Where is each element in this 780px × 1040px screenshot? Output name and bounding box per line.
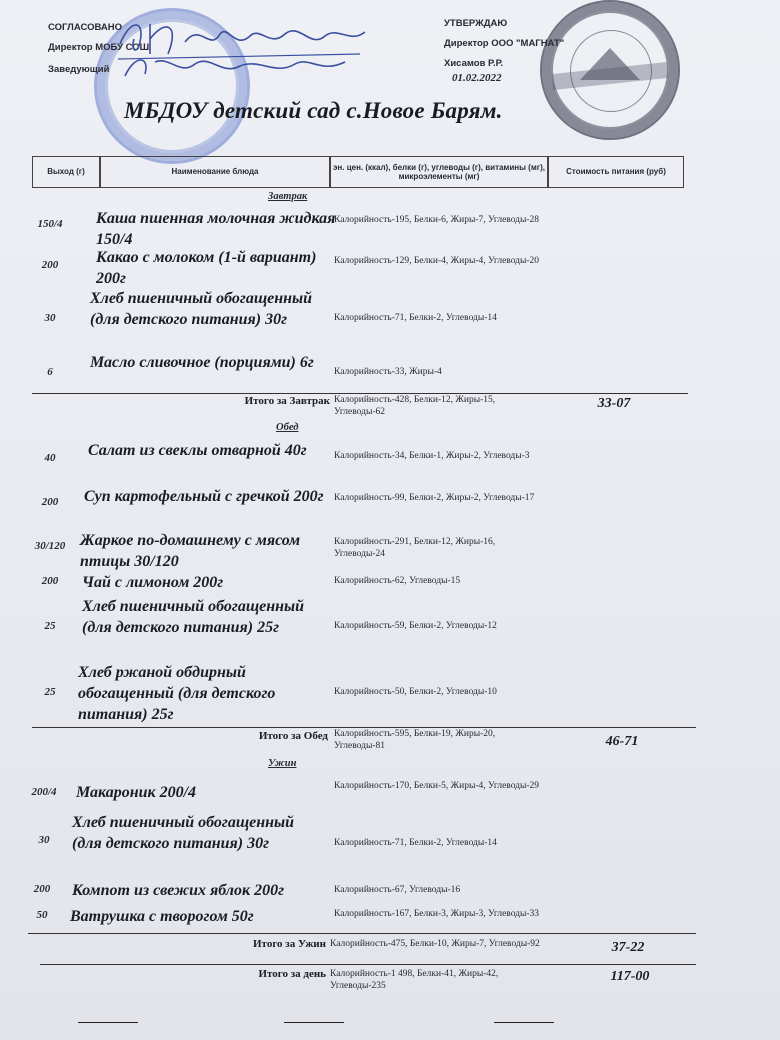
dish-cell: Жаркое по-домашнему с мясом птицы 30/120	[80, 532, 301, 570]
column-header-cost: Стоимость питания (руб)	[548, 156, 684, 188]
output-cell: 200	[41, 575, 59, 587]
company-round-stamp	[540, 0, 680, 140]
nutrition-cell: Калорийность-195, Белки-6, Жиры-7, Углеводы-28	[334, 215, 540, 225]
day-total-cost: 117-00	[610, 969, 650, 984]
total-cost: 37-22	[611, 940, 645, 955]
output-cell: 6	[47, 366, 53, 378]
total-cost: 33-07	[597, 396, 631, 411]
dish-cell: Хлеб пшеничный обогащенный (для детского питания) 30г	[72, 814, 295, 852]
dish-cell: Хлеб пшеничный обогащенный (для детского питания) 25г	[82, 598, 305, 636]
dish-cell: Компот из свежих яблок 200г	[72, 882, 285, 899]
total-label: Итого за Обед	[258, 730, 328, 742]
nutrition-cell: Калорийность-62, Углеводы-15	[334, 576, 461, 586]
output-cell: 25	[44, 620, 56, 632]
day-total-label: Итого за день	[258, 968, 326, 980]
column-header-dish: Наименование блюда	[100, 156, 330, 188]
output-cell: 50	[36, 909, 48, 921]
output-cell: 30	[44, 312, 56, 324]
page-title: МБДОУ детский сад с.Новое Барям.	[124, 98, 503, 123]
output-cell: 200	[33, 883, 51, 895]
dish-cell: Салат из свеклы отварной 40г	[88, 442, 307, 459]
agreed-label: СОГЛАСОВАНО	[48, 22, 122, 33]
nutrition-cell: Калорийность-59, Белки-2, Углеводы-12	[334, 621, 497, 631]
dish-cell: Хлеб пшеничный обогащенный (для детского питания) 30г	[90, 290, 313, 328]
output-cell: 30/120	[34, 540, 66, 552]
section-title-dinner: Ужин	[268, 758, 297, 769]
output-cell: 40	[44, 452, 56, 464]
column-header-output: Выход (г)	[32, 156, 100, 188]
section-title-breakfast: Завтрак	[268, 191, 308, 202]
output-cell: 200	[41, 259, 59, 271]
nutrition-cell: Калорийность-71, Белки-2, Углеводы-14	[334, 313, 497, 323]
nutrition-cell: Калорийность-67, Углеводы-16	[334, 885, 461, 895]
nutrition-cell: Калорийность-33, Жиры-4	[334, 367, 442, 377]
nutrition-cell: Калорийность-34, Белки-1, Жиры-2, Углеводы-3	[334, 451, 530, 461]
total-nutrition: Калорийность-475, Белки-10, Жиры-7, Углеводы-92	[330, 939, 540, 949]
nutrition-cell: Калорийность-170, Белки-5, Жиры-4, Углеводы-29	[334, 781, 540, 791]
dish-cell: Макароник 200/4	[76, 784, 197, 801]
nutrition-cell: Калорийность-291, Белки-12, Жиры-16, Углеводы-24	[334, 537, 496, 559]
output-cell: 200	[41, 496, 59, 508]
handwritten-signature	[110, 14, 370, 84]
signature-line	[284, 1022, 344, 1023]
total-nutrition: Калорийность-595, Белки-19, Жиры-20, Углеводы-81	[334, 729, 496, 751]
total-label: Итого за Ужин	[253, 938, 326, 950]
dish-cell: Суп картофельный с гречкой 200г	[84, 488, 324, 505]
dish-cell: Чай с лимоном 200г	[82, 574, 224, 591]
dish-cell: Какао с молоком (1-й вариант) 200г	[96, 249, 317, 287]
nutrition-cell: Калорийность-50, Белки-2, Углеводы-10	[334, 687, 497, 697]
dish-cell: Ватрушка с творогом 50г	[70, 908, 254, 925]
dish-cell: Каша пшенная молочная жидкая 150/4	[96, 210, 336, 248]
company-director-label: Директор ООО "МАГНАТ"	[444, 38, 565, 49]
table-divider	[28, 933, 696, 934]
table-divider	[40, 964, 696, 965]
total-cost: 46-71	[605, 734, 639, 749]
dish-cell: Хлеб ржаной обдирный обогащенный (для детского питания) 25г	[78, 664, 276, 723]
approver-name: Хисамов Р.Р.	[444, 58, 504, 69]
approval-date: 01.02.2022	[452, 72, 502, 84]
signature-line	[494, 1022, 554, 1023]
signature-line	[78, 1022, 138, 1023]
nutrition-cell: Калорийность-129, Белки-4, Жиры-4, Углеводы-20	[334, 256, 540, 266]
total-nutrition: Калорийность-428, Белки-12, Жиры-15, Углеводы-62	[334, 395, 496, 417]
nutrition-cell: Калорийность-167, Белки-3, Жиры-3, Углеводы-33	[334, 909, 540, 919]
total-label: Итого за Завтрак	[244, 395, 330, 407]
output-cell: 200/4	[31, 786, 57, 798]
section-title-lunch: Обед	[276, 422, 299, 433]
output-cell: 25	[44, 686, 56, 698]
approve-label: УТВЕРЖДАЮ	[444, 18, 508, 29]
school-director-label: Директор МОБУ СОШ	[48, 42, 150, 53]
column-header-nutrition: эн. цен. (ккал), белки (г), углеводы (г), витамины (мг), микроэлементы (мг)	[330, 156, 548, 188]
nutrition-cell: Калорийность-71, Белки-2, Углеводы-14	[334, 838, 497, 848]
manager-label: Заведующий	[48, 64, 110, 75]
output-cell: 150/4	[37, 218, 63, 230]
nutrition-cell: Калорийность-99, Белки-2, Жиры-2, Углеводы-17	[334, 493, 535, 503]
dish-cell: Масло сливочное (порциями) 6г	[90, 354, 314, 371]
day-total-nutrition: Калорийность-1 498, Белки-41, Жиры-42, Углеводы-235	[330, 969, 499, 991]
output-cell: 30	[38, 834, 50, 846]
